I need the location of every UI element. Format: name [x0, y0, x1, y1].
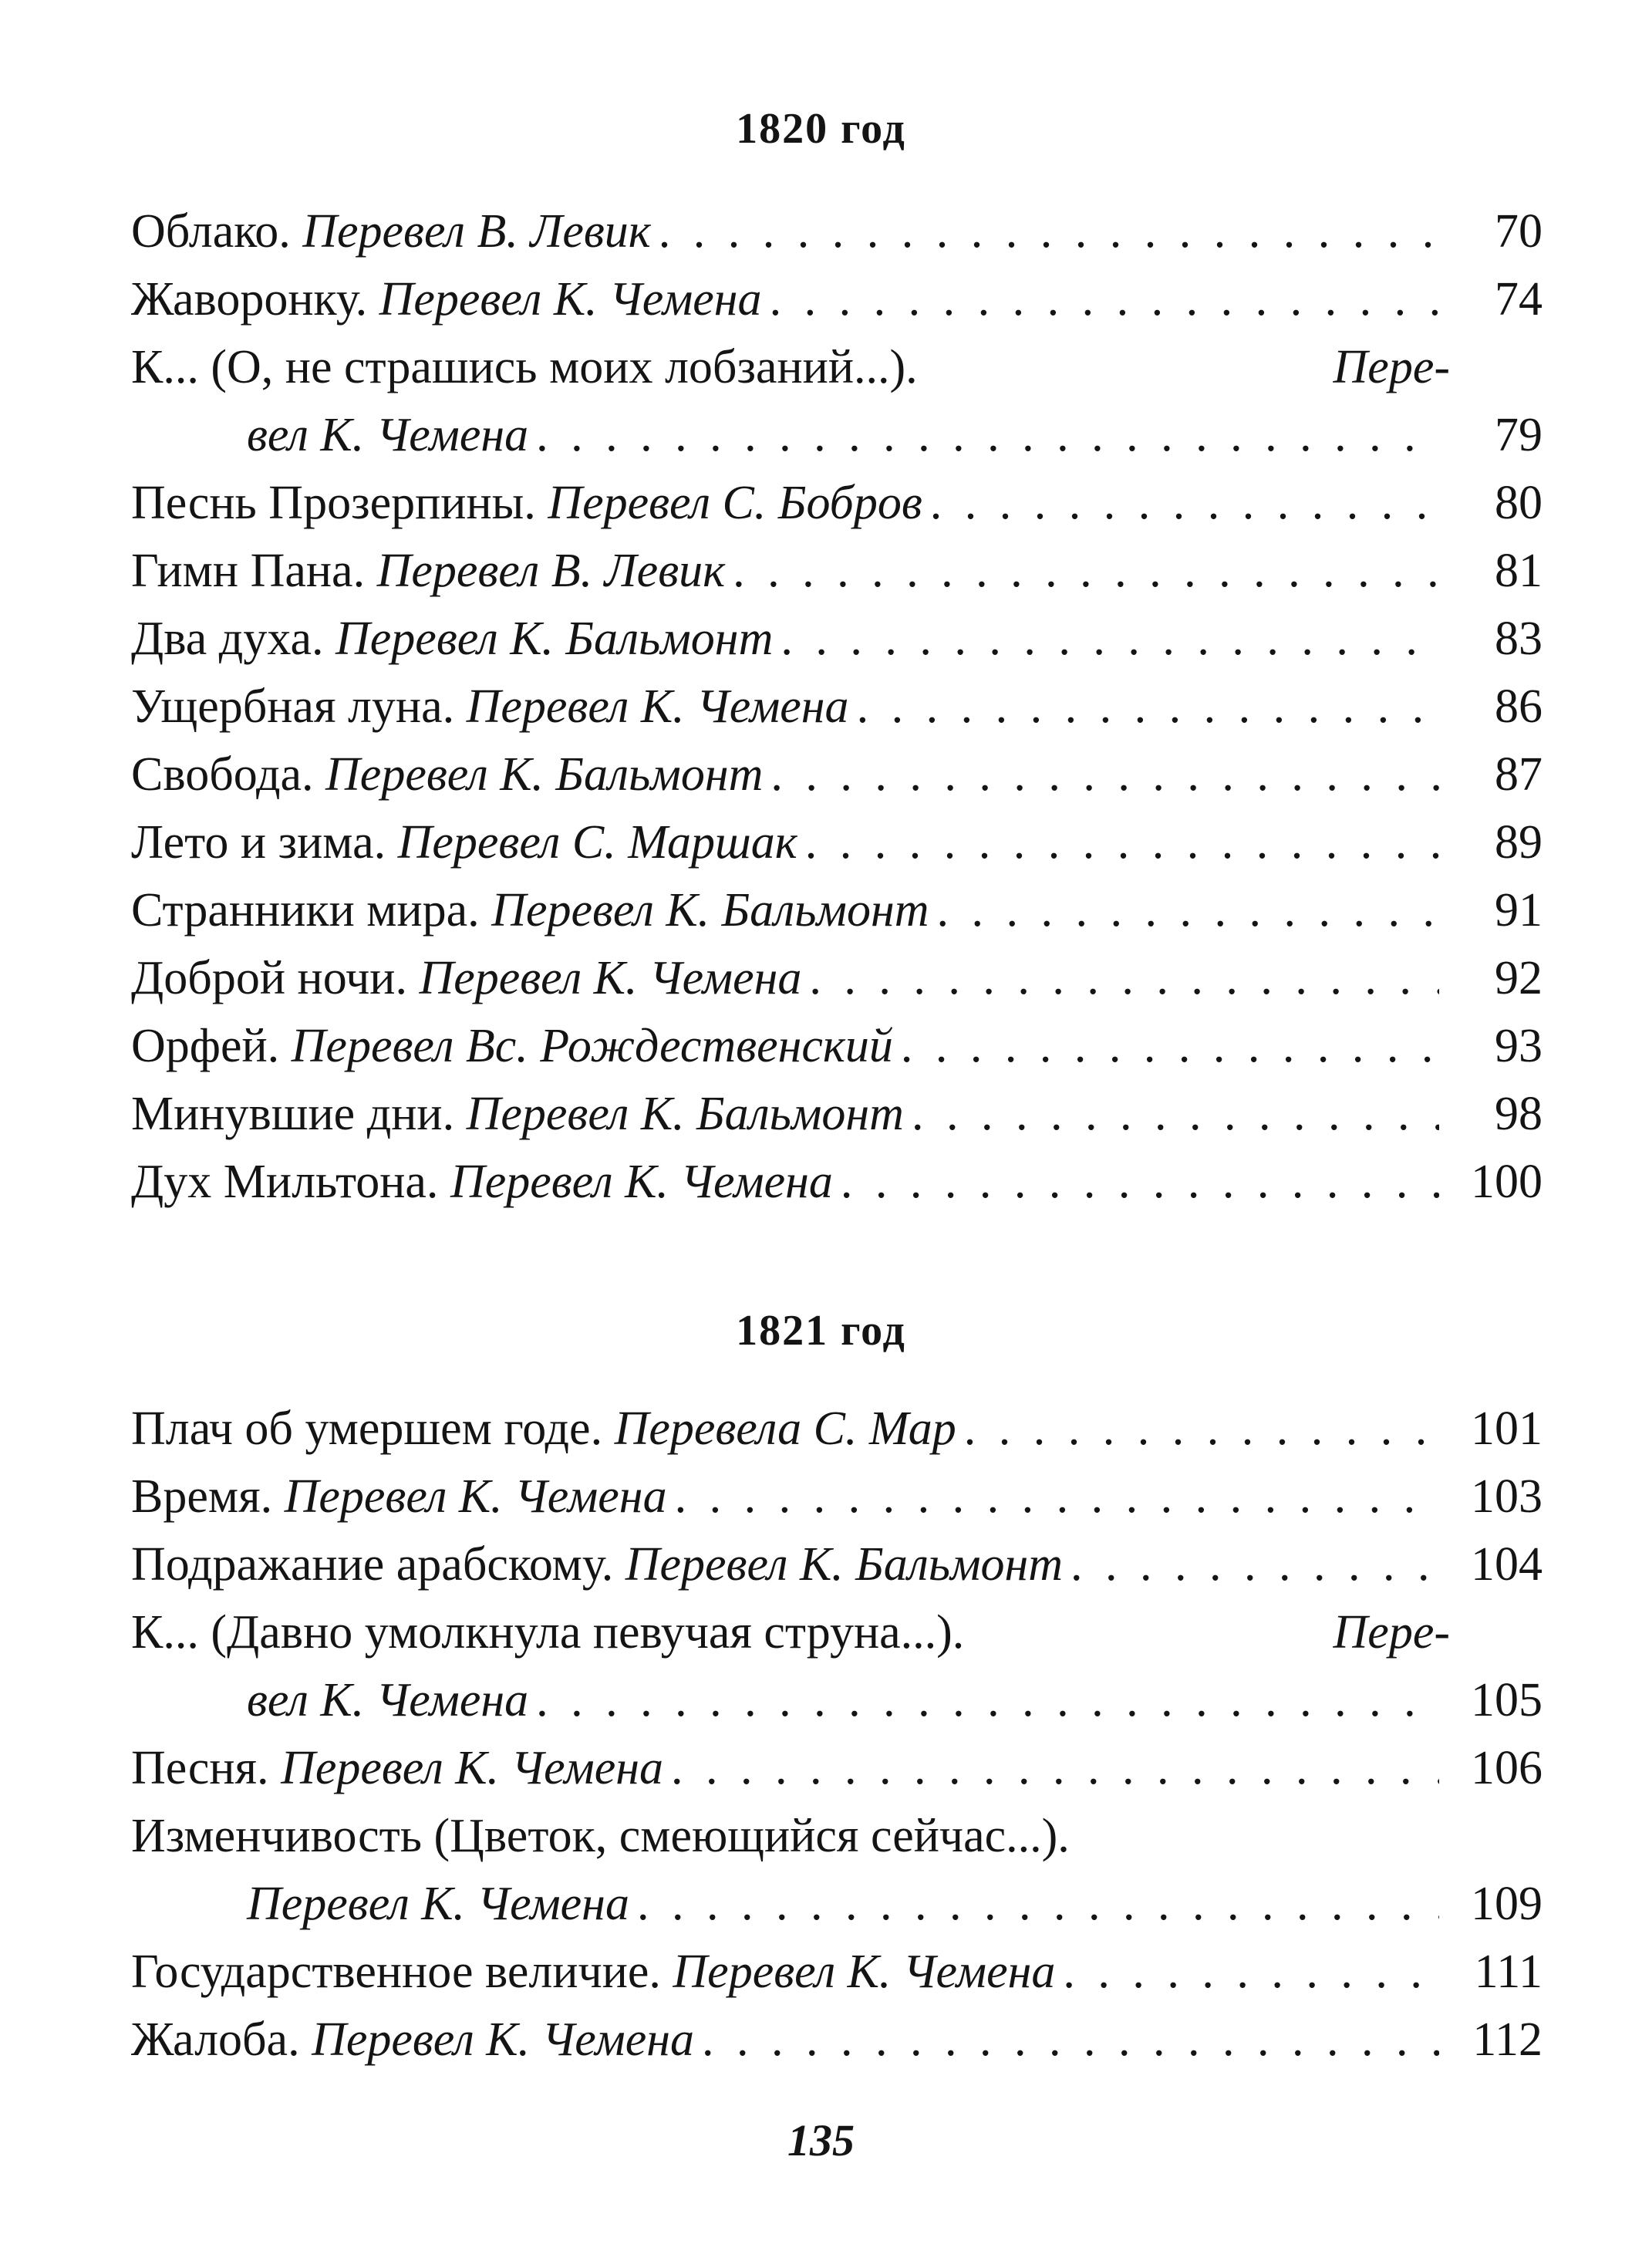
dot-leader [536, 1666, 1439, 1734]
entry-translator: Перевел К. Бальмонт [625, 1538, 1064, 1591]
dot-leader [675, 1463, 1439, 1531]
entry-translator: Перевел К. Чемена [284, 1470, 667, 1523]
entry-title: Изменчивость (Цветок, смеющийся сейчас...). [131, 1810, 1070, 1862]
dot-leader [536, 401, 1439, 469]
toc-entry[interactable] [131, 537, 1543, 605]
entry-translator-part2: вел К. Чемена [247, 409, 529, 461]
toc-entry[interactable] [131, 1734, 1543, 1802]
toc-entry-line2[interactable] [131, 401, 1543, 469]
toc-entry[interactable] [131, 741, 1543, 808]
toc-entry[interactable] [131, 1531, 1543, 1598]
entry-page-number: 92 [1495, 952, 1543, 1004]
entry-translator-part2: Перевел К. Чемена [247, 1878, 629, 1930]
entry-page-number: 109 [1471, 1878, 1543, 1930]
toc-entry-line2[interactable] [131, 1666, 1543, 1734]
dot-leader [659, 197, 1439, 265]
toc-entry[interactable] [131, 1463, 1543, 1531]
entry-translator: Перевел К. Чемена [312, 2013, 695, 2066]
entry-page-number: 105 [1471, 1674, 1543, 1726]
dot-leader [1063, 1938, 1439, 2006]
toc-entry[interactable] [131, 876, 1543, 944]
dot-leader [964, 1395, 1439, 1463]
entry-title: Гимн Пана. [131, 545, 366, 597]
entry-translator-part1: Пере- [1333, 1606, 1450, 1659]
dot-leader [805, 808, 1439, 876]
entry-page-number: 81 [1495, 545, 1543, 597]
toc-entry[interactable] [131, 265, 1543, 333]
dot-leader [857, 673, 1439, 741]
entry-page-number: 104 [1471, 1538, 1543, 1591]
toc-entry[interactable] [131, 2006, 1543, 2074]
toc-entry[interactable] [131, 469, 1543, 537]
dot-leader [733, 537, 1439, 605]
entry-translator: Перевел В. Левик [302, 205, 651, 258]
toc-entry[interactable] [131, 808, 1543, 876]
entry-page-number: 98 [1495, 1088, 1543, 1140]
toc-entry-line1[interactable] [131, 1598, 1543, 1666]
dot-leader [637, 1870, 1439, 1938]
entry-title: Орфей. [131, 1020, 280, 1072]
entry-title: Минувшие дни. [131, 1088, 455, 1140]
toc-entry-line1[interactable] [131, 1802, 1543, 1870]
entry-page-number: 112 [1472, 2013, 1543, 2066]
entry-translator-part2: вел К. Чемена [247, 1674, 529, 1726]
toc-entry-line1[interactable] [131, 333, 1543, 401]
dot-leader [937, 876, 1439, 944]
entry-translator: Перевел К. Бальмонт [335, 613, 774, 665]
toc-entry[interactable] [131, 1148, 1543, 1216]
entry-translator: Перевел К. Чемена [466, 680, 849, 733]
entry-page-number: 106 [1471, 1742, 1543, 1794]
entry-page-number: 79 [1495, 409, 1543, 461]
dot-leader [841, 1148, 1439, 1216]
toc-entry[interactable] [131, 1012, 1543, 1080]
entry-translator: Перевел В. Левик [376, 545, 726, 597]
entry-translator-part1: Пере- [1333, 341, 1450, 393]
entry-title: Лето и зима. [131, 816, 386, 869]
dot-leader [770, 741, 1439, 808]
dot-leader [781, 605, 1439, 673]
entry-translator: Перевел К. Бальмонт [491, 884, 929, 937]
toc-section-1821 [131, 1395, 1543, 2074]
entry-page-number: 80 [1495, 477, 1543, 529]
entry-page-number: 89 [1495, 816, 1543, 869]
entry-page-number: 91 [1495, 884, 1543, 937]
entry-translator: Перевел К. Чемена [281, 1742, 664, 1794]
entry-page-number: 87 [1495, 748, 1543, 801]
dot-leader [671, 1734, 1439, 1802]
entry-page-number: 70 [1495, 205, 1543, 258]
section-heading-1820: 1820 год [736, 105, 906, 153]
toc-entry[interactable] [131, 1938, 1543, 2006]
entry-page-number: 111 [1474, 1946, 1543, 1998]
entry-translator: Перевел К. Чемена [379, 273, 762, 326]
toc-section-1820 [131, 197, 1543, 1216]
dot-leader [912, 1080, 1439, 1148]
entry-translator: Перевел К. Бальмонт [466, 1088, 904, 1140]
entry-title: Государственное величие. [131, 1946, 661, 1998]
entry-page-number: 103 [1471, 1470, 1543, 1523]
section-heading-1821: 1821 год [736, 1307, 906, 1355]
entry-page-number: 93 [1495, 1020, 1543, 1072]
entry-title: Песня. [131, 1742, 269, 1794]
toc-entry[interactable] [131, 1395, 1543, 1463]
toc-entry[interactable] [131, 197, 1543, 265]
toc-entry[interactable] [131, 605, 1543, 673]
dot-leader [702, 2006, 1439, 2074]
entry-title: Ущербная луна. [131, 680, 455, 733]
entry-title: Доброй ночи. [131, 952, 407, 1004]
entry-title: Подражание арабскому. [131, 1538, 614, 1591]
entry-page-number: 83 [1495, 613, 1543, 665]
entry-translator: Перевел К. Чемена [673, 1946, 1056, 1998]
entry-translator: Перевел К. Чемена [419, 952, 802, 1004]
entry-title: Время. [131, 1470, 273, 1523]
entry-page-number: 86 [1495, 680, 1543, 733]
entry-title: Облако. [131, 205, 291, 258]
dot-leader [901, 1012, 1439, 1080]
entry-title: Дух Мильтона. [131, 1156, 439, 1208]
toc-entry-line2[interactable] [131, 1870, 1543, 1938]
dot-leader [1071, 1531, 1439, 1598]
entry-title: К... (Давно умолкнула певучая струна...). [131, 1606, 965, 1659]
entry-page-number: 101 [1471, 1402, 1543, 1455]
entry-title: Жаворонку. [131, 273, 368, 326]
entry-title: Песнь Прозерпины. [131, 477, 536, 529]
entry-translator: Перевел Вс. Рождественский [291, 1020, 893, 1072]
entry-page-number: 100 [1471, 1156, 1543, 1208]
entry-title: Плач об умершем годе. [131, 1402, 603, 1455]
entry-title: Жалоба. [131, 2013, 300, 2066]
toc-entry[interactable] [131, 673, 1543, 741]
entry-title: Два духа. [131, 613, 324, 665]
entry-page-number: 74 [1495, 273, 1543, 326]
entry-title: Странники мира. [131, 884, 480, 937]
toc-entry[interactable] [131, 1080, 1543, 1148]
page-number: 135 [787, 2115, 855, 2165]
entry-translator: Перевела С. Мар [614, 1402, 956, 1455]
entry-translator: Перевел К. Бальмонт [325, 748, 764, 801]
toc-entry[interactable] [131, 944, 1543, 1012]
dot-leader [770, 265, 1439, 333]
entry-translator: Перевел С. Бобров [548, 477, 922, 529]
entry-title: Свобода. [131, 748, 314, 801]
entry-translator: Перевел С. Маршак [397, 816, 797, 869]
dot-leader [809, 944, 1439, 1012]
dot-leader [930, 469, 1439, 537]
entry-title: К... (О, не страшись моих лобзаний...). [131, 341, 918, 393]
entry-translator: Перевел К. Чемена [450, 1156, 833, 1208]
